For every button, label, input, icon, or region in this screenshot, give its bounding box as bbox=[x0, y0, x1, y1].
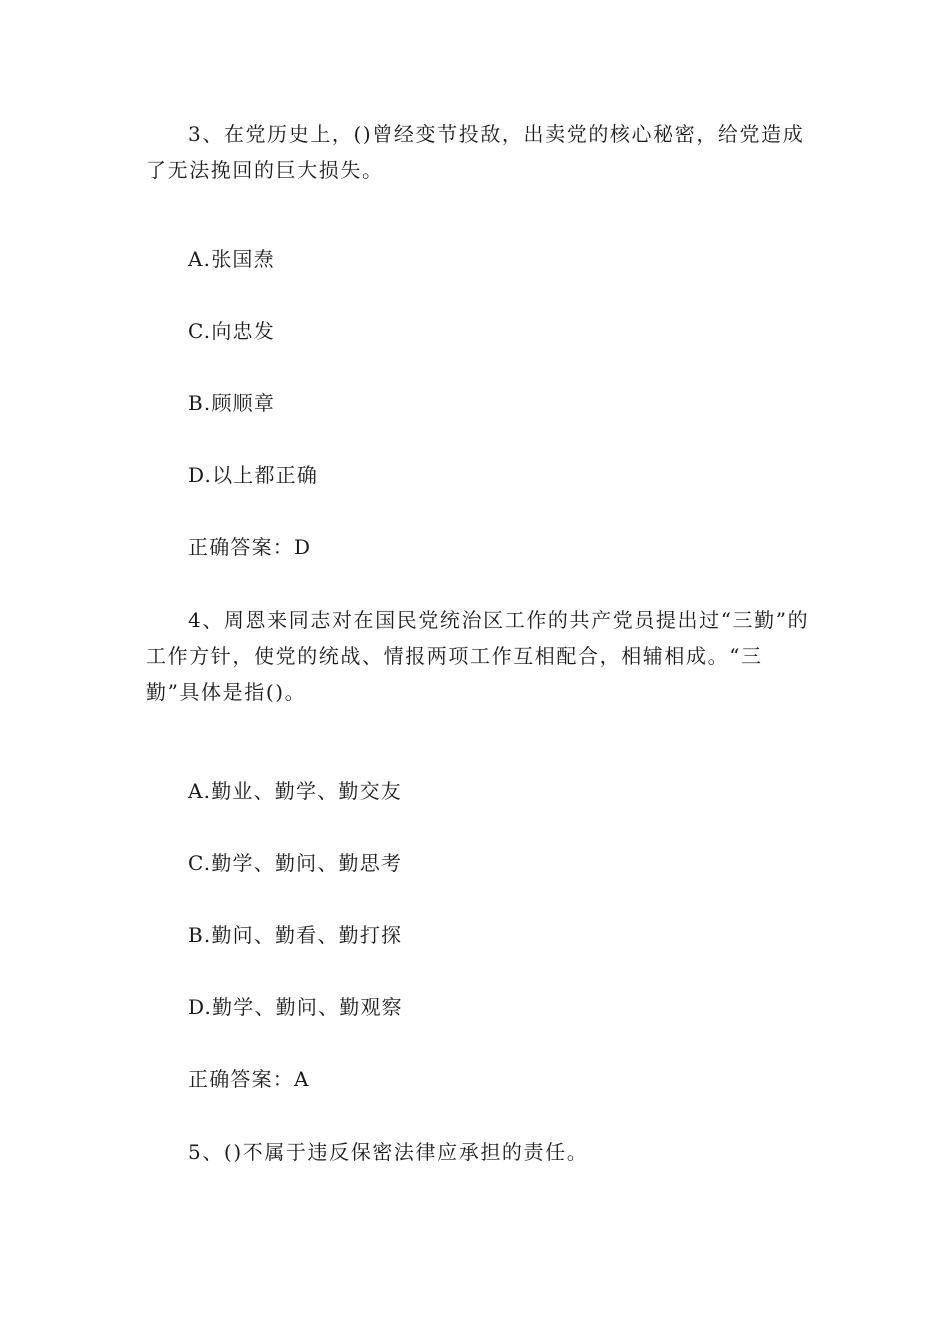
question-4-option-c: C.勤学、勤问、勤思考 bbox=[188, 851, 403, 875]
question-5-stem: 5、()不属于违反保密法律应承担的责任。 bbox=[188, 1140, 589, 1164]
question-4-option-d: D.勤学、勤问、勤观察 bbox=[188, 995, 403, 1019]
question-4-option-a: A.勤业、勤学、勤交友 bbox=[188, 779, 403, 803]
question-4-answer: 正确答案：A bbox=[188, 1067, 310, 1091]
question-3-stem: 3、在党历史上，()曾经变节投敌，出卖党的核心秘密，给党造成了无法挽回的巨大损失。 bbox=[146, 122, 805, 182]
question-4-stem: 4、周恩来同志对在国民党统治区工作的共产党员提出过“三勤”的工作方针，使党的统战、情报两项工作互相配合，相辅相成。“三勤”具体是指()。 bbox=[146, 608, 810, 704]
question-3-answer: 正确答案：D bbox=[188, 535, 312, 559]
question-3-option-c: C.向忠发 bbox=[188, 319, 275, 343]
question-4-option-b: B.勤问、勤看、勤打探 bbox=[188, 923, 403, 947]
question-3-option-b: B.顾顺章 bbox=[188, 391, 276, 415]
question-3-option-d: D.以上都正确 bbox=[188, 463, 319, 487]
question-3-option-a: A.张国焘 bbox=[188, 247, 275, 271]
